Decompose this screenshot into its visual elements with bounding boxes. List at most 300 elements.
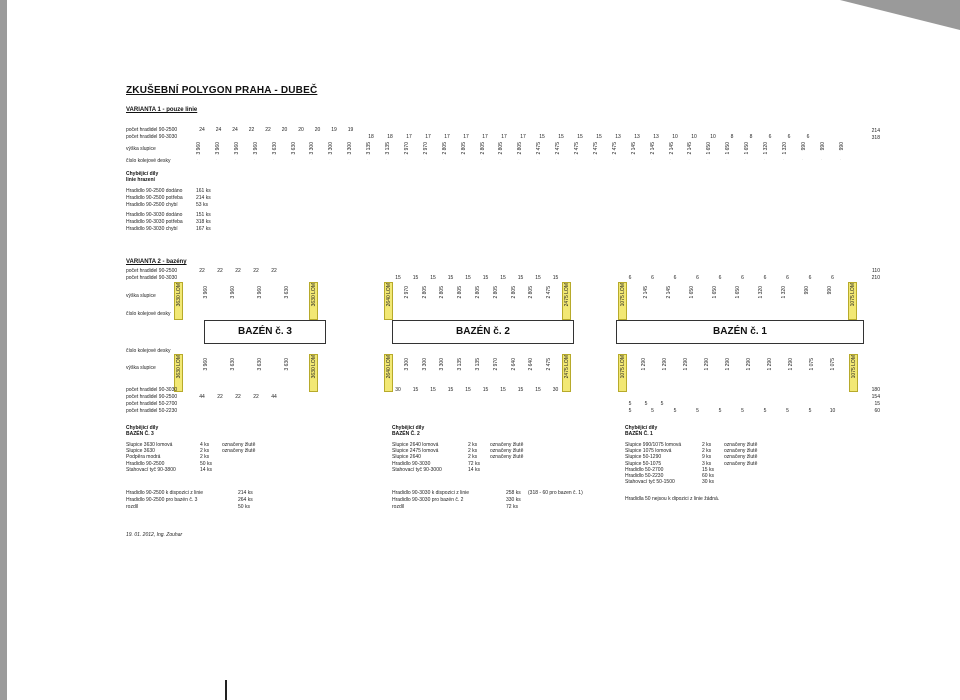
v1-height: 3 300 — [328, 142, 335, 155]
b2_missing-summary-value: 72 ks — [506, 504, 518, 510]
v1-count-3030: 13 — [634, 134, 640, 140]
v2-b1-50-2230: 5 — [763, 408, 767, 414]
v1-count-2500: 24 — [199, 127, 205, 133]
b3_missing-row-label: Slupice 3630 — [126, 448, 155, 455]
post-height: 2 805 — [528, 286, 535, 299]
v2-b2-3030: 15 — [447, 387, 454, 393]
b2_missing-row-value: 2 ks — [468, 454, 478, 461]
v1-count-2500: 19 — [347, 127, 354, 133]
page-title: ZKUŠEBNÍ POLYGON PRAHA - DUBEČ — [126, 85, 318, 96]
v1-plate-dot: · — [782, 157, 785, 162]
post-height: 2 805 — [439, 286, 446, 299]
v2-top-3030: 15 — [412, 275, 419, 281]
v1-count-3030: 8 — [730, 134, 734, 140]
v2-b1-50-2230: 5 — [718, 408, 722, 414]
v1-plate-dot: · — [631, 157, 634, 162]
b3_missing-row-value: 4 ks — [200, 442, 210, 448]
post-height: 3 960 — [203, 358, 209, 371]
b2_missing-row-label: Stahovací tyč 90-3000 — [392, 466, 442, 473]
corner-post-highlight — [618, 354, 627, 392]
corner-post-highlight — [849, 354, 858, 392]
post-height: 1 075 — [830, 358, 836, 371]
v1-count-3030: 15 — [596, 134, 602, 140]
v1-count-2500: 22 — [248, 127, 255, 133]
post-height: 3 960 — [230, 286, 236, 299]
v2-top-3030: 15 — [447, 275, 454, 281]
b3_missing-subtitle: BAZÉN Č. 3 — [126, 431, 154, 437]
post-height: 1 290 — [641, 358, 647, 371]
post-height: 3 630 — [284, 286, 290, 299]
v1-plate-dot: · — [801, 157, 804, 162]
v2-b2-3030: 30 — [395, 387, 401, 393]
post-height: 3 960 — [203, 286, 209, 299]
v1-plate-dot: · — [253, 157, 256, 162]
corner-post-label: 2475 LOM — [563, 355, 570, 379]
b3_missing-summary-value: 264 ks — [238, 497, 253, 503]
v1-plate-dot: · — [348, 157, 350, 162]
v2-top-right: 6 — [741, 275, 744, 281]
b2_missing-row-value: 2 ks — [468, 448, 478, 455]
v1-total-3030: 318 — [871, 135, 880, 141]
v1-missing-value: 318 ks — [196, 219, 211, 225]
v2-top-2500: 22 — [235, 268, 241, 274]
b2_missing-row-note: označeny žlutě — [490, 454, 524, 461]
v2-top-2500: 22 — [253, 268, 259, 274]
v1-height: 2 970 — [403, 142, 410, 155]
b1_missing-row-value: 30 ks — [702, 479, 714, 486]
v1-missing-value: 167 ks — [196, 226, 211, 232]
v2-b3-2500: 44 — [199, 394, 205, 400]
v2-label-height-bottom: výška slupice — [126, 365, 156, 371]
corner-post-label: 2640 LOM — [385, 283, 392, 307]
v2-top-3030: 15 — [465, 275, 471, 281]
v2-label-plate: číslo kolejové desky — [126, 311, 171, 317]
v1-height: 2 145 — [649, 142, 656, 155]
corner-post-highlight — [384, 282, 393, 320]
b3_missing-row-label: Hradidlo 90-2500 — [126, 460, 165, 467]
v1-height: 2 805 — [498, 142, 505, 155]
v1-plate-dot: · — [839, 157, 841, 162]
v1-count-3030: 18 — [368, 134, 374, 140]
v1-plate-dot: · — [518, 157, 520, 162]
v2-b2-3030: 30 — [552, 387, 559, 393]
v1-count-3030: 17 — [425, 134, 431, 140]
v1-height: 2 475 — [574, 142, 580, 155]
b1_missing-row-label: Stahovací tyč 50-1500 — [625, 479, 675, 486]
v2-top-3030: 15 — [500, 275, 506, 281]
corner-post-label: 3630 LOM — [310, 355, 317, 379]
v1-plate-dot: · — [480, 157, 482, 162]
post-height: 2 475 — [546, 286, 553, 299]
v1-count-3030: 17 — [501, 134, 507, 140]
v1-count-3030: 15 — [577, 134, 583, 140]
v2-b1-50-2230: 5 — [673, 408, 677, 414]
corner-post-label: 3630 LOM — [175, 355, 182, 379]
variant-2-heading: VARIANTA 2 - bazény — [126, 259, 187, 265]
v1-missing-label: Hradidlo 90-3030 dodáno — [126, 212, 183, 218]
v2-b1-50-2700: 5 — [628, 401, 632, 407]
b3_missing-row-label: Slupice 3630 lomová — [126, 442, 173, 448]
b3_missing-summary-value: 50 ks — [238, 504, 250, 510]
post-height: 2 805 — [457, 286, 464, 299]
post-height: 1 290 — [683, 358, 689, 371]
b1_missing-row-label: Slupice 50-1290 — [625, 454, 662, 461]
b1_missing-row-label: Slupice 1075 lomová — [625, 448, 672, 455]
v1-plate-dot: · — [650, 157, 652, 162]
v1-label-2500: počet hradidel 90-2500 — [126, 127, 178, 133]
post-height: 1 290 — [767, 358, 773, 371]
b3_missing-summary-label: Hradidlo 90-2500 k dispozici z linie — [126, 490, 203, 496]
v1-plate-dot: · — [556, 157, 558, 162]
v1-count-3030: 13 — [615, 134, 621, 140]
v2-top-2500: 22 — [217, 268, 223, 274]
b1_missing-row-note: označeny žlutě — [724, 454, 758, 461]
v1-height: 3 960 — [214, 142, 221, 155]
corner-post-highlight — [848, 282, 857, 320]
v1-count-3030: 15 — [539, 134, 545, 140]
pool-3-label: BAZÉN č. 3 — [204, 320, 326, 344]
v2-b3-2500: 22 — [217, 394, 223, 400]
v1-missing-value: 161 ks — [196, 188, 211, 194]
b1_missing-row-note: označeny žlutě — [724, 448, 758, 455]
post-height: 1 650 — [689, 286, 695, 299]
v1-missing-label: Hradidlo 90-3030 potřeba — [126, 219, 183, 225]
v1-height: 3 960 — [252, 142, 259, 155]
b2_missing-title: Chybějící díly — [392, 425, 425, 431]
v2-b1-50-2230: 5 — [741, 408, 744, 414]
v1-height: 1 320 — [781, 142, 788, 155]
v1-missing-value: 151 ks — [196, 212, 211, 218]
v2-b2-3030: 15 — [482, 387, 489, 393]
v1-height: 2 145 — [668, 142, 675, 155]
v2-b3-2500: 44 — [271, 394, 277, 400]
v2-label-b-50-2230: počet hradidel 50-2230 — [126, 408, 178, 414]
v1-height: 2 145 — [687, 142, 694, 155]
b2_missing-row-value: 14 ks — [468, 466, 480, 473]
v1-count-3030: 17 — [482, 134, 488, 140]
b2_missing-summary-label: Hradidlo 90-3030 pro bazén č. 2 — [392, 497, 464, 503]
post-height: 1 320 — [781, 286, 787, 299]
v1-count-3030: 6 — [768, 134, 772, 140]
v2-top-right: 6 — [673, 275, 677, 281]
v1-height: 2 475 — [555, 142, 562, 155]
b2_missing-summary-label: rozdíl — [392, 504, 405, 510]
v1-height: 2 805 — [441, 142, 448, 155]
post-height: 2 970 — [403, 286, 410, 299]
v1-height: 3 960 — [196, 142, 202, 155]
b2_missing-row-value: 2 ks — [468, 442, 478, 448]
b3_missing-summary-label: Hradidlo 90-2500 pro bazén č. 3 — [126, 497, 198, 503]
v2-top-right: 6 — [628, 275, 632, 281]
post-height: 3 630 — [230, 358, 236, 371]
v1-plate-dot: · — [197, 157, 199, 162]
b2_missing-row-label: Slupice 2640 lomová — [392, 442, 439, 448]
v1-plate-dot: · — [764, 157, 766, 162]
b3_missing-row-label: Stahovací tyč 90-3800 — [126, 466, 176, 473]
corner-post-label: 2640 LOM — [385, 355, 392, 379]
v1-plate-dot: · — [499, 157, 501, 162]
v2-top-right: 6 — [786, 275, 789, 281]
v1-height: 1 650 — [744, 142, 751, 155]
b2_missing-row-note: označeny žlutě — [490, 442, 524, 448]
v2-b2-3030: 15 — [535, 387, 541, 393]
v2-top-3030: 15 — [535, 275, 541, 281]
v1-label-plate: číslo kolejové desky — [126, 158, 171, 164]
v1-height: 3 300 — [309, 142, 316, 155]
v1-plate-dot: · — [461, 157, 463, 162]
post-height: 1 290 — [746, 358, 752, 371]
v2-total-b-3030: 180 — [871, 387, 880, 393]
v2-b1-50-2230: 5 — [696, 408, 699, 414]
corner-post-label: 1075 LOM — [849, 283, 856, 307]
v1-count-3030: 10 — [710, 134, 716, 140]
v1-plate-dot: · — [423, 157, 426, 162]
v1-plate-dot: · — [291, 157, 293, 162]
b1_missing-row-value: 9 ks — [702, 454, 712, 461]
v1-count-3030: 17 — [463, 134, 469, 140]
b3_missing-summary-label: rozdíl — [126, 504, 139, 510]
v1-count-2500: 19 — [331, 127, 337, 133]
v1-count-3030: 10 — [672, 134, 678, 140]
v1-height: 1 650 — [706, 142, 713, 155]
v2-top-right: 6 — [651, 275, 654, 281]
v1-plate-dot: · — [745, 157, 747, 162]
post-height: 2 145 — [643, 286, 649, 299]
v2-b1-50-2230: 5 — [651, 408, 654, 414]
v1-count-3030: 6 — [806, 134, 810, 140]
v2-b2-3030: 15 — [517, 387, 524, 393]
post-height: 1 650 — [735, 286, 741, 299]
v2-top-2500: 22 — [199, 268, 205, 274]
post-height: 2 475 — [546, 358, 553, 371]
v1-height: 990 — [819, 142, 826, 151]
b2_missing-subtitle: BAZÉN Č. 2 — [392, 431, 420, 437]
v1-plate-dot: · — [820, 157, 823, 162]
post-height: 2 970 — [492, 358, 499, 371]
v1-plate-dot: · — [669, 157, 671, 162]
v1-count-2500: 22 — [265, 127, 271, 133]
v1-height: 2 475 — [592, 142, 599, 155]
b3_missing-row-value: 14 ks — [200, 466, 212, 473]
b2_missing-row-label: Slupice 2475 lomová — [392, 448, 439, 455]
corner-post-label: 1075 LOM — [850, 355, 857, 379]
b1_missing-row-value: 2 ks — [702, 448, 712, 455]
v1-height: 3 135 — [385, 142, 391, 155]
v2-top-3030: 15 — [552, 275, 559, 281]
b2_missing-row-label: Hradidlo 90-3030 — [392, 460, 431, 467]
v1-height: 3 630 — [271, 142, 278, 155]
v1-height: 2 145 — [630, 142, 637, 155]
v1-missing-value: 214 ks — [196, 195, 211, 201]
v1-plate-dot: · — [442, 157, 445, 162]
b1_missing-row-value: 60 ks — [702, 473, 714, 479]
post-height: 3 300 — [403, 358, 410, 371]
corner-post-highlight — [309, 282, 318, 320]
v2-total-b-50-2230: 60 — [874, 408, 880, 414]
b2_missing-summary-note: (318 - 60 pro bazen č. 1) — [528, 490, 583, 496]
v2-top-right: 6 — [763, 275, 767, 281]
v2-top-right: 6 — [718, 275, 722, 281]
v2-label-b-50-2700: počet hradidel 50-2700 — [126, 401, 178, 407]
v1-label-3030: počet hradidel 90-3030 — [126, 134, 178, 140]
v1-missing-label: Hradidlo 90-2500 chybí — [126, 202, 178, 208]
v1-plate-dot: · — [404, 157, 407, 162]
v2-label-b-3030: počet hradidel 90-3030 — [126, 387, 178, 393]
v2-b1-50-2700: 5 — [660, 401, 664, 407]
v1-plate-dot: · — [234, 157, 237, 162]
v1-plate-dot: · — [537, 157, 539, 162]
corner-post-label: 1075 LOM — [619, 283, 626, 307]
b3_missing-row-value: 2 ks — [200, 448, 210, 455]
v2-total-b-50-2700: 15 — [874, 401, 880, 407]
v1-count-2500: 20 — [314, 127, 321, 133]
v1-plate-dot: · — [612, 157, 615, 162]
b1_missing-row-note: označeny žlutě — [724, 460, 758, 467]
corner-post-label: 2475 LOM — [563, 283, 570, 307]
corner-post-label: 3630 LOM — [310, 283, 317, 307]
v2-b1-50-2700: 5 — [644, 401, 648, 407]
v1-height: 990 — [800, 142, 807, 151]
b1_missing-row-label: Hradidlo 50-2700 — [625, 466, 664, 473]
v2-top-right: 6 — [696, 275, 699, 281]
corner-post-highlight — [618, 282, 627, 320]
corner-post-highlight — [174, 282, 183, 320]
b3_missing-row-value: 50 ks — [200, 460, 212, 467]
v1-height: 2 475 — [611, 142, 618, 155]
v1-count-3030: 10 — [691, 134, 697, 140]
v1-height: 990 — [838, 142, 845, 151]
v2-top-2500: 22 — [271, 268, 277, 274]
v1-height: 3 630 — [290, 142, 297, 155]
v1-plate-dot: · — [329, 157, 331, 162]
v2-b2-3030: 15 — [430, 387, 436, 393]
v2-total-top-2500: 110 — [872, 268, 880, 274]
v1-count-2500: 20 — [281, 127, 288, 133]
corner-post-label: 3630 LOM — [175, 283, 182, 307]
v1-count-3030: 8 — [749, 134, 753, 140]
v1-missing-label: Hradidlo 90-3030 chybí — [126, 226, 178, 232]
v1-plate-dot: · — [310, 157, 312, 162]
b3_missing-title: Chybějící díly — [126, 425, 159, 431]
v1-height: 3 960 — [233, 142, 240, 155]
v2-b1-50-2230: 5 — [786, 408, 789, 414]
post-height: 2 805 — [475, 286, 481, 299]
v1-count-2500: 24 — [215, 127, 222, 133]
post-height: 2 805 — [510, 286, 517, 299]
v1-count-3030: 17 — [406, 134, 412, 140]
v1-plate-dot: · — [688, 157, 690, 162]
post-height: 1 290 — [704, 358, 710, 371]
post-height: 3 300 — [439, 358, 446, 371]
v1-missing-title: Chybějící díly — [126, 171, 159, 177]
b1_missing-title: Chybějící díly — [625, 425, 658, 431]
v1-count-3030: 13 — [653, 134, 659, 140]
post-height: 1 290 — [662, 358, 668, 371]
v1-height: 2 970 — [422, 142, 429, 155]
b2_missing-summary-value: 330 ks — [506, 497, 521, 503]
v2-b2-3030: 15 — [465, 387, 471, 393]
corner-post-label: 1075 LOM — [619, 355, 626, 379]
v1-count-3030: 17 — [520, 134, 526, 140]
v1-count-2500: 24 — [232, 127, 238, 133]
v1-label-height: výška slupice — [126, 146, 156, 152]
v2-top-3030: 15 — [395, 275, 401, 281]
v2-b1-50-2230: 10 — [829, 408, 836, 414]
v2-total-top-3030: 210 — [871, 275, 880, 281]
post-height: 2 805 — [492, 286, 499, 299]
v1-height: 2 805 — [479, 142, 486, 155]
v2-label-2500: počet hradidel 90-2500 — [126, 268, 178, 274]
v2-b3-2500: 22 — [235, 394, 241, 400]
v2-total-b-2500: 154 — [871, 394, 880, 400]
b2_missing-row-note: označeny žlutě — [490, 448, 524, 455]
v1-plate-dot: · — [215, 157, 218, 162]
v1-plate-dot: · — [575, 157, 577, 162]
b2_missing-row-label: Slupice 2640 — [392, 454, 421, 461]
b1_missing-summary-text: Hradidla 50 nejsou k dipozici z linie žádná. — [625, 496, 720, 502]
v2-b2-3030: 15 — [412, 387, 419, 393]
v1-count-3030: 15 — [558, 134, 564, 140]
v2-label-height: výška slupice — [126, 293, 156, 299]
post-height: 3 630 — [284, 358, 290, 371]
corner-post-highlight — [562, 354, 571, 392]
corner-post-highlight — [309, 354, 318, 392]
v1-count-2500: 20 — [298, 127, 304, 133]
scan-edge — [0, 0, 7, 700]
v1-total-2500: 214 — [871, 128, 880, 134]
v1-count-3030: 17 — [444, 134, 450, 140]
b2_missing-row-value: 72 ks — [468, 460, 480, 467]
v1-missing-label: Hradidlo 90-2500 dodáno — [126, 188, 183, 194]
v1-missing-subtitle: linie hrazení — [126, 177, 155, 183]
post-height: 2 145 — [666, 286, 672, 299]
v1-missing-value: 53 ks — [196, 202, 208, 208]
b1_missing-row-label: Slupice 50-1075 — [625, 460, 662, 467]
b3_missing-summary-value: 214 ks — [238, 490, 253, 496]
footer-signature: 19. 01. 2012, Ing. Zouhar — [126, 532, 183, 538]
v1-height: 3 300 — [347, 142, 354, 155]
v1-height: 2 805 — [460, 142, 467, 155]
pool-2-label: BAZÉN č. 2 — [392, 320, 574, 344]
b3_missing-row-value: 2 ks — [200, 454, 210, 461]
post-height: 1 290 — [725, 358, 731, 371]
post-height: 1 320 — [758, 286, 764, 299]
v2-top-3030: 15 — [482, 275, 489, 281]
page-corner-shadow — [840, 0, 960, 30]
v2-top-3030: 15 — [430, 275, 436, 281]
b3_missing-row-note: označeny žlutě — [222, 442, 256, 448]
post-height: 3 960 — [257, 286, 263, 299]
v1-height: 2 475 — [536, 142, 543, 155]
b1_missing-row-value: 2 ks — [702, 442, 712, 448]
v2-top-right: 6 — [808, 275, 812, 281]
b3_missing-row-label: Podpěra modrá — [126, 454, 161, 461]
v2-b1-50-2230: 5 — [628, 408, 632, 414]
v1-plate-dot: · — [272, 157, 274, 162]
v2-top-3030: 15 — [517, 275, 524, 281]
post-height: 990 — [804, 286, 810, 295]
post-height: 2 640 — [510, 358, 517, 371]
pool-1-label: BAZÉN č. 1 — [616, 320, 864, 344]
v1-count-3030: 6 — [787, 134, 791, 140]
v1-plate-dot: · — [367, 157, 369, 162]
post-height: 2 805 — [421, 286, 428, 299]
v2-label-b-2500: počet hradidel 90-2500 — [126, 394, 178, 400]
b1_missing-row-value: 3 ks — [702, 460, 712, 467]
v1-plate-dot: · — [726, 157, 728, 162]
post-height: 2 640 — [528, 358, 535, 371]
post-height: 1 075 — [809, 358, 815, 371]
